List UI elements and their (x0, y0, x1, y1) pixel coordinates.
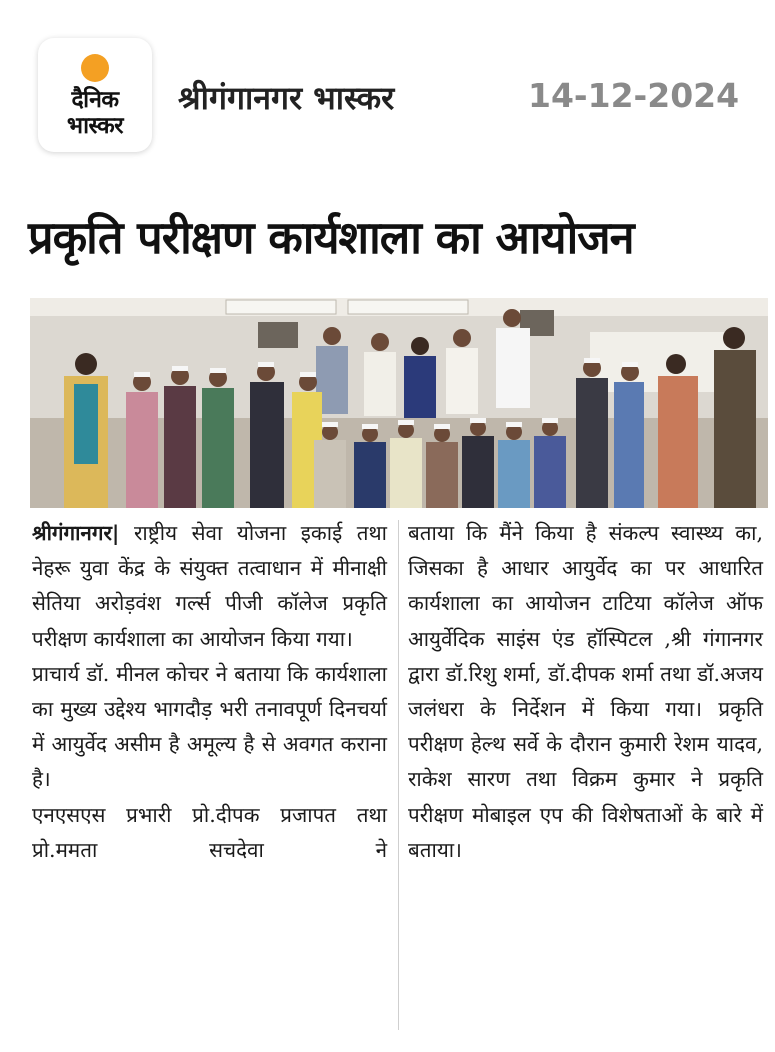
article-paragraph: बताया कि मैंने किया है संकल्प स्वास्थ्य का, जिसका है आधार आयुर्वेद का पर आधारित कार्यशाला का आयोजन टाटिया कॉलेज ऑफ आयुर्वेदिक साइंस एंड हॉस्पिटल ,श्री गंगानगर द्वारा डॉ.रिशु शर्मा, डॉ.दीपक शर्मा तथा डॉ.अजय जलंधरा के निर्देशन में किया गया। प्रकृति परीक्षण हेल्थ सर्वे के दौरान कुमारी रेशम यादव, राकेश सारण तथा विक्रम कुमार ने प्रकृति परीक्षण मोबाइल एप की विशेषताओं के बारे में बताया। (408, 521, 763, 862)
article-body (30, 516, 768, 1036)
article-paragraph: एनएसएस प्रभारी प्रो.दीपक प्रजापत तथा प्रो.ममता सचदेवा ने (32, 802, 387, 862)
article-column-right (408, 516, 763, 868)
publication-date: 14-12-2024 (528, 76, 740, 115)
logo-text-line2: भास्कर (66, 113, 124, 139)
logo-text-line1: दैनिक (71, 87, 119, 113)
article-paragraph (32, 516, 387, 657)
column-divider (398, 520, 399, 1030)
paragraph-text: राष्ट्रीय सेवा योजना इकाई तथा नेहरू युवा केंद्र के संयुक्त तत्वाधान में मीनाक्षी सेतिया अरोड़वंश गर्ल्स पीजी कॉलेज प्रकृति परीक्षण कार्यशाला का आयोजन किया गया। (32, 521, 387, 651)
edition-name: श्रीगंगानगर भास्कर (178, 79, 395, 117)
article-dateline: श्रीगंगानगर| (32, 521, 120, 545)
group-photo-illustration (30, 298, 768, 508)
sun-icon (81, 54, 109, 82)
article-headline: प्रकृति परीक्षण कार्यशाला का आयोजन (28, 211, 634, 264)
masthead (0, 0, 775, 170)
group-photo (30, 298, 768, 508)
dainik-bhaskar-logo[interactable] (38, 38, 152, 152)
article-column-left (32, 516, 387, 868)
article-paragraph: प्राचार्य डॉ. मीनल कोचर ने बताया कि कार्यशाला का मुख्य उद्देश्य भागदौड़ भरी तनावपूर्ण दिनचर्या में आयुर्वेद असीम है अमूल्य है से अवगत कराना है। (32, 661, 387, 792)
